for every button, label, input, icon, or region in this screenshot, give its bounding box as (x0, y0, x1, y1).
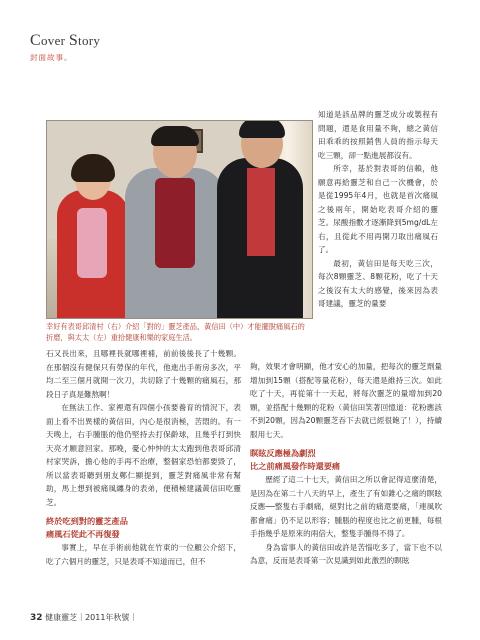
person-left-shirt (77, 208, 107, 278)
paragraph: 最初，黃信田是每天吃三次，每次8顆靈芝、8顆花粉，吃了十天之後沒有太大的感覺，後來因為表哥建議，靈芝的量要 (318, 258, 438, 308)
paragraph: 在無法工作、家裡還有四個小孩要養育的情況下，表面上看不出異樣的黃信田，內心是很消極，苦悶的。有一天晚上，右手腫脹的他仍堅持去打保齡球，且幾乎打到快天亮才願意回家。那晚，憂心忡忡的太太跑到他表哥邱清村家哭訴，擔心他的手再不治療，整個家恐怕都要毀了，所以當表哥聽到朋友鄭仁顯提到，靈芝對痛風非常有幫助，馬上想到被痛風纏身的表弟，便積極建議黃信田吃靈芝。 (46, 403, 241, 507)
page-number: 32 (30, 613, 43, 623)
section-subtitle: 封面故事。 (30, 53, 73, 62)
person-right-hair (239, 120, 285, 138)
paragraph: 所幸，基於對表哥的信賴，他願意再給靈芝和自己一次機會，於是從1995年4月，也就是首次痛風之後兩年，開始吃表哥介紹的靈芝。尿酸指數才逐漸降到5mg/dL左右，且從此不用再開刀取出痛風石了。 (318, 164, 438, 254)
paragraph: 身為當事人的黃信田或許是苦惱吃多了，當下也不以為意，反而是表哥第一次見識到如此激烈的瞑眩 (250, 542, 442, 565)
person-center-shirt (155, 178, 195, 268)
photo-caption: 幸好有表哥邱清村（右）介紹「對的」靈芝產品，黃信田（中）才能擺脫痛風石的折磨，與太太（左）重拾健康和樂的家庭生活。 (46, 322, 305, 342)
section-heading: 終於吃到對的靈芝產品 (46, 516, 128, 526)
page-footer (30, 612, 137, 623)
person-right-shirt (247, 168, 275, 256)
right-column-top (318, 108, 438, 311)
footer-text: 健康靈芝｜2011年秋號｜ (45, 613, 138, 622)
section-header (30, 32, 100, 63)
left-column (46, 347, 241, 568)
paragraph: 夠，效果才會明顯，他才安心的加量，把每次的靈芝劑量增加到15顆（搭配等量花粉），每天還是維持三次。如此吃了十天，再從第十一天起，將每次靈芝的量增加到20顆，並搭配十幾顆的花粉（黃信田笑著回憶道：花粉應該不到20顆，因為20顆靈芝吞下去就已經很飽了！），持續服用七天。 (250, 362, 442, 439)
person-center-hair (151, 126, 199, 146)
paragraph: 知道是該品牌的靈芝成分或製程有問題，還是食用量不夠，總之黃信田乖乖的按照銷售人員的指示每天吃三顆，卻一點進展都沒有。 (318, 110, 438, 160)
section-heading: 瞑眩反應極為劇烈 (250, 448, 316, 458)
paragraph: 歷經了這二十七天，黃信田之所以會記得這麼清楚，是因為在第二十八天的早上，產生了有如錐心之痛的瞑眩反應──整隻右手劇痛，絕對比之前的痛還要痛，「連風吹都會痛」仍不足以形容；腫脹的程度也比之前更腫，每根手指幾乎是原來的兩倍大，整隻手腫得不得了。 (250, 475, 442, 538)
family-photo (46, 120, 313, 319)
section-heading: 比之前痛風發作時還要痛 (250, 461, 341, 471)
section-title: Cover Story (30, 32, 101, 49)
paragraph: 事實上，早在手術前他就在竹東的一位顧公介紹下，吃了六個月的靈芝，只是表哥不知道而已，但不 (46, 543, 241, 566)
right-column-bottom (250, 360, 442, 568)
paragraph: 石又長出來，且哪裡長就哪裡補，前前後後長了十幾顆。在那個沒有健保只有勞保的年代，他進出手術房多次，平均二至三個月就開一次刀，共切除了十幾顆的痛風石，那段日子真是難熬啊！ (46, 349, 241, 399)
section-heading: 痛風石從此不再復發 (46, 529, 120, 539)
